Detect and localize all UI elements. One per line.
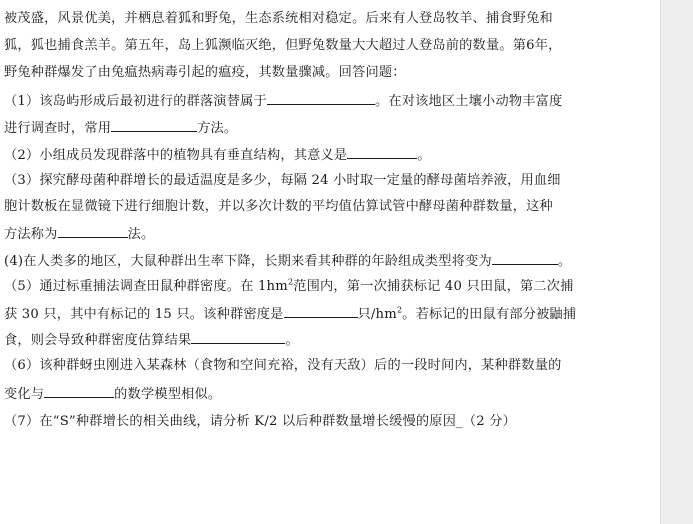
question-5-line-1: （5）通过标重捕法调查田鼠种群密度。在 $1hm^2$范围内，第一次捕获标记 40 只田鼠，第二次捕: [4, 277, 574, 294]
question-2-line: （2）小组成员发现群落中的植物具有垂直结构，其意义是 。: [4, 145, 431, 165]
passage-line-1: 被茂盛，风景优美，并栖息着狐和野兔，生态系统相对稳定。后来有人登岛牧羊、捕食野兔和: [4, 11, 553, 26]
passage-line-2: 狐，狐也捕食羔羊。第五年，岛上狐濒临灭绝，但野兔数量大大超过人登岛前的数量。第6年，: [4, 38, 562, 53]
answer-blank-5[interactable]: [492, 251, 558, 265]
question-6-line-1: （6）该种群蚜虫刚进入某森林（食物和空间充裕，没有天敌）后的一段时间内，某种群数量的: [4, 358, 562, 373]
answer-blank-8[interactable]: [44, 384, 114, 398]
question-7-line: （7）在“S”种群增长的相关曲线，请分析 K/2 以后种群数量增长缓慢的原因_（2 分）: [4, 414, 516, 429]
question-6-line-2: 变化与 的数学模型相似。: [4, 384, 221, 404]
passage-line-3: 野兔种群爆发了由兔瘟热病毒引起的瘟疫，其数量骤减。回答问题：: [4, 65, 406, 80]
question-3-line-1: （3）探究酵母菌种群增长的最适温度是多少，每隔 24 小时取一定量的酵母菌培养液，用血细: [4, 173, 561, 188]
answer-blank-6[interactable]: [284, 304, 358, 318]
question-1-line-2: 进行调查时，常用 方法。: [4, 118, 237, 138]
answer-blank-3[interactable]: [347, 145, 417, 159]
question-1-line-1: （1）该岛屿形成后最初进行的群落演替属于 。在对该地区土壤小动物丰富度: [4, 91, 562, 111]
answer-blank-4[interactable]: [58, 224, 128, 238]
answer-blank-2[interactable]: [111, 118, 197, 132]
question-5-line-2: 获 30 只，其中有标记的 15 只。该种群密度是 只$/hm^2$。若标记的田鼠有部分被鼬捕: [4, 305, 577, 322]
page-gutter: [660, 0, 693, 524]
answer-blank-7[interactable]: [191, 330, 285, 344]
answer-blank-1[interactable]: [267, 91, 375, 105]
question-4-line: (4)在人类多的地区，大鼠种群出生率下降，长期来看其种群的年龄组成类型将变为 。: [4, 251, 571, 271]
question-3-line-3: 方法称为 法。: [4, 224, 154, 244]
question-5-line-3: 食，则会导致种群密度估算结果 。: [4, 330, 299, 350]
question-3-line-2: 胞计数板在显微镜下进行细胞计数，并以多次计数的平均值估算试管中酵母菌种群数量，这种: [4, 199, 553, 214]
